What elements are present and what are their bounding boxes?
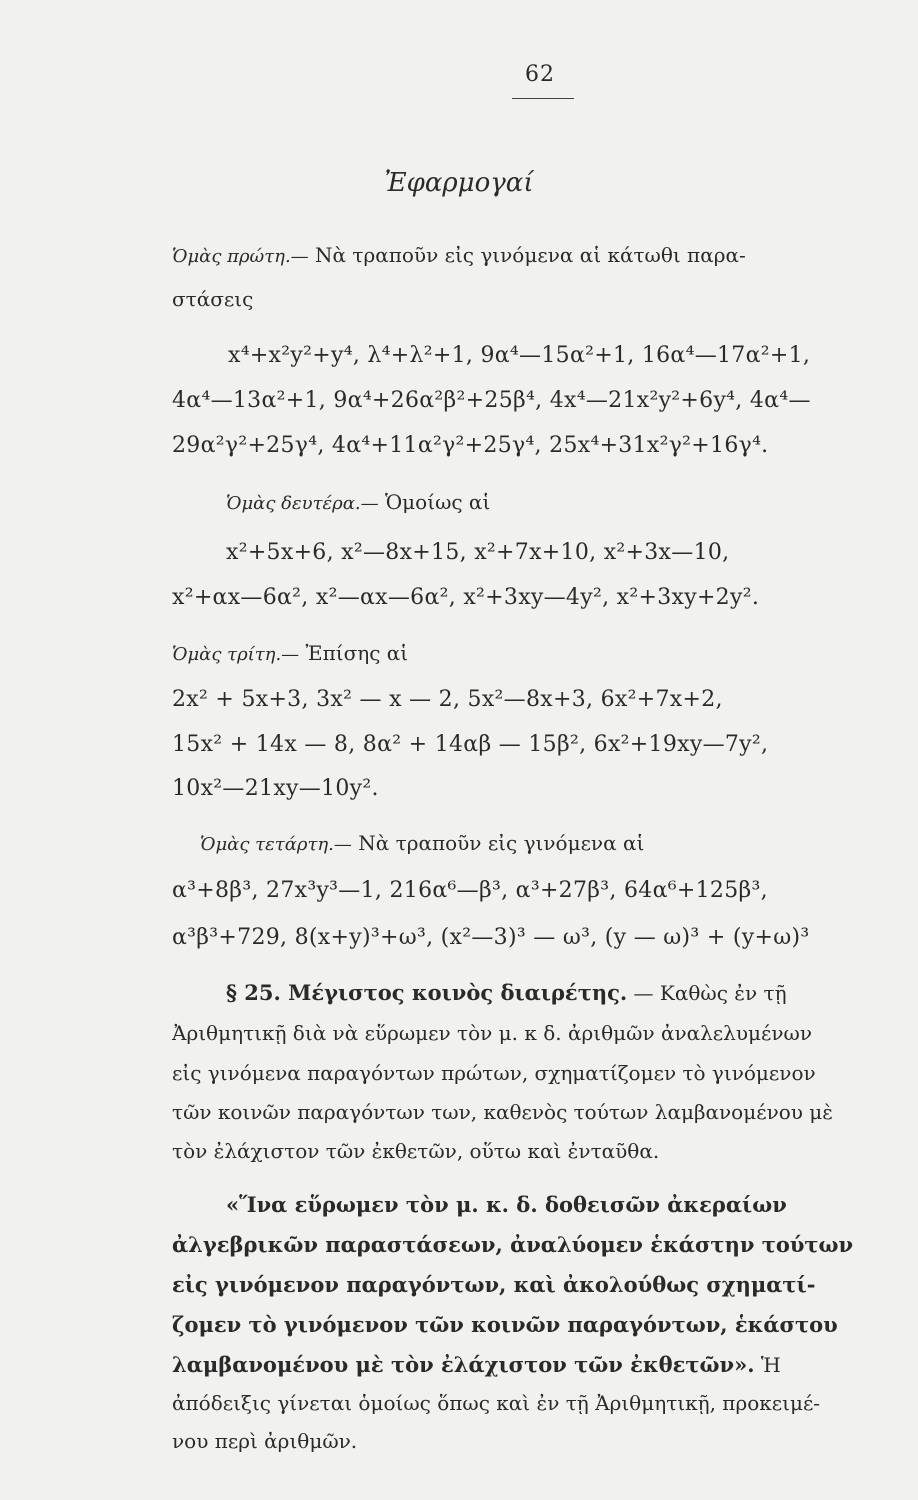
text-line — [226, 487, 490, 519]
equation-line — [172, 430, 768, 461]
expression-list: x²+5x+6, x²—8x+15, x²+7x+10, x²+3x—10, — [226, 540, 730, 565]
text-line — [172, 284, 253, 314]
expression-list: x²+αx—6α², x²—αx—6α², x²+3xy—4y², x²+3xy+2y². — [172, 585, 760, 610]
text-line — [172, 638, 408, 670]
bold-text: εἰς γινόμενον παραγόντων, καὶ ἀκολούθως σχηματί- — [172, 1272, 816, 1297]
equation-line — [172, 922, 809, 953]
expression-list: α³β³+729, 8(x+y)³+ω³, (x²—3)³ — ω³, (y — ω)³ + (y+ω)³ — [172, 925, 810, 950]
expression-list: 10x²—21xy—10y². — [172, 776, 379, 801]
bold-text: ἀλγεβρικῶν παραστάσεων, ἀναλύομεν ἑκάστην τούτων — [172, 1232, 854, 1257]
body-text: — Καθὼς ἐν τῇ — [627, 981, 787, 1005]
expression-list: x⁴+x²y²+y⁴, λ⁴+λ²+1, 9α⁴—15α²+1, 16α⁴—17α²+1, — [228, 343, 811, 368]
body-text: Νὰ τραποῦν εἰς γινόμενα αἱ — [351, 831, 645, 855]
body-text: τῶν κοινῶν παραγόντων των, καθενὸς τούτων λαμβανομένου μὲ — [172, 1100, 834, 1124]
body-text: νου περὶ ἀριθμῶν. — [172, 1429, 358, 1453]
text-line — [172, 1426, 357, 1456]
section-title: Ἐφαρμογαί — [384, 168, 534, 198]
text-line — [172, 1058, 816, 1088]
text-line — [172, 1230, 853, 1260]
expression-list: α³+8β³, 27x³y³—1, 216α⁶—β³, α³+27β³, 64α⁶+125β³, — [172, 878, 768, 903]
body-text: ἀπόδειξις γίνεται ὁμοίως ὅπως καὶ ἐν τῇ Ἀριθμητικῇ, προκειμέ- — [172, 1391, 821, 1415]
text-line — [172, 1018, 812, 1048]
text-line — [172, 1350, 781, 1380]
text-line — [226, 978, 787, 1008]
bold-text: λαμβανομένου μὲ τὸν ἐλάχιστον τῶν ἐκθετῶν». — [172, 1352, 755, 1377]
equation-line — [172, 582, 759, 613]
body-text: εἰς γινόμενα παραγόντων πρώτων, σχηματίζομεν τὸ γινόμενον — [172, 1061, 816, 1085]
equation-line — [228, 340, 810, 371]
equation-line — [172, 773, 379, 804]
text-line — [226, 1190, 787, 1220]
page-number-rule — [512, 98, 574, 99]
text-line — [172, 1270, 815, 1300]
expression-list: 2x² + 5x+3, 3x² — x — 2, 5x²—8x+3, 6x²+7x+2, — [172, 687, 723, 712]
equation-line — [172, 729, 768, 760]
exercise-group-heading: Ὁμὰς δευτέρα.— — [226, 493, 379, 514]
equation-line — [172, 385, 811, 416]
exercise-group-heading: Ὁμὰς τρίτη.— — [172, 644, 300, 665]
bold-text: § 25. Μέγιστος κοινὸς διαιρέτης. — [226, 980, 628, 1005]
equation-line — [172, 875, 768, 906]
text-line — [172, 1388, 820, 1418]
body-text: στάσεις — [172, 287, 254, 311]
text-line — [200, 828, 644, 860]
expression-list: 15x² + 14x — 8, 8α² + 14αβ — 15β², 6x²+19xy—7y², — [172, 732, 769, 757]
body-text: Νὰ τραποῦν εἰς γινόμενα αἱ κάτωθι παρα- — [308, 243, 746, 267]
equation-line — [172, 684, 723, 715]
exercise-group-heading: Ὁμὰς τετάρτη.— — [200, 834, 352, 855]
body-text: τὸν ἐλάχιστον τῶν ἐκθετῶν, οὕτω καὶ ἐνταῦθα. — [172, 1139, 660, 1163]
body-text: Ἐπίσης αἱ — [299, 641, 409, 665]
page-number: 62 — [525, 62, 555, 87]
text-line — [172, 1310, 838, 1340]
text-line — [172, 240, 746, 272]
bold-text: ζομεν τὸ γινόμενον τῶν κοινῶν παραγόντων, ἑκάστου — [172, 1312, 838, 1337]
bold-text: «Ἵνα εὕρωμεν τὸν μ. κ. δ. δοθεισῶν ἀκεραίων — [226, 1192, 787, 1217]
equation-line — [226, 537, 729, 568]
body-text: Ὁμοίως αἱ — [378, 490, 491, 514]
expression-list: 29α²γ²+25γ⁴, 4α⁴+11α²γ²+25γ⁴, 25x⁴+31x²γ²+16γ⁴. — [172, 433, 769, 458]
body-text: Ἀριθμητικῇ διὰ νὰ εὕρωμεν τὸν μ. κ δ. ἀριθμῶν ἀναλελυμένων — [172, 1021, 812, 1045]
expression-list: 4α⁴—13α²+1, 9α⁴+26α²β²+25β⁴, 4x⁴—21x²y²+6y⁴, 4α⁴— — [172, 388, 811, 413]
text-line — [172, 1097, 833, 1127]
exercise-group-heading: Ὁμὰς πρώτη.— — [172, 246, 309, 267]
text-line — [172, 1136, 659, 1166]
body-text: Ἡ — [754, 1353, 781, 1377]
